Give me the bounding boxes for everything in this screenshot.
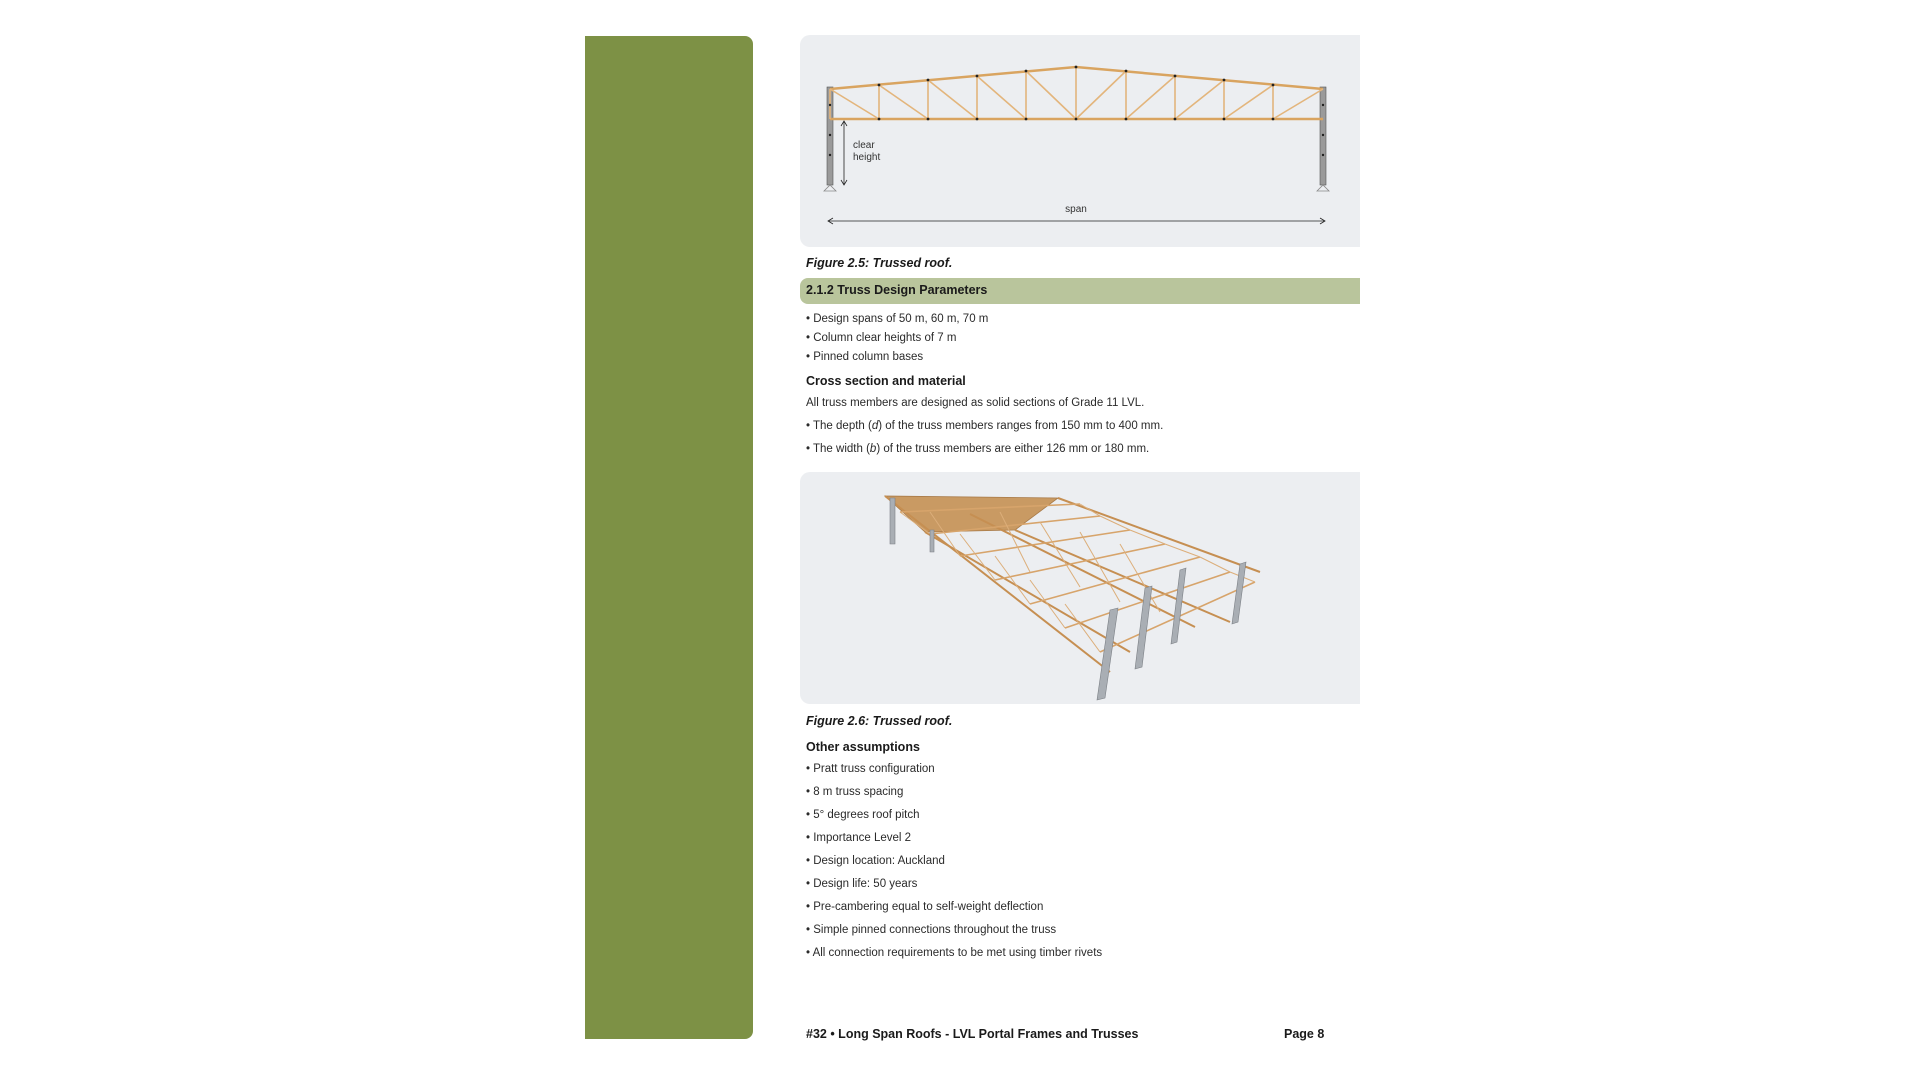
figure-2-6-caption: Figure 2.6: Trussed roof. <box>806 714 953 728</box>
assumption-item: • 5° degrees roof pitch <box>806 809 920 821</box>
figure-trussed-roof-3d <box>800 472 1360 704</box>
span-label: span <box>1065 204 1087 215</box>
assumption-item: • Design location: Auckland <box>806 855 945 867</box>
figure-trussed-roof-elevation <box>800 35 1360 247</box>
clear-height-label-2: height <box>853 152 881 163</box>
truss-elevation-diagram <box>800 35 1360 247</box>
figure-2-5-caption: Figure 2.5: Trussed roof. <box>806 256 953 270</box>
assumption-item: • Pre-cambering equal to self-weight deflection <box>806 901 1044 913</box>
assumption-item: • Pratt truss configuration <box>806 763 935 775</box>
assumption-item: • Simple pinned connections throughout the truss <box>806 924 1057 936</box>
assumption-item: • All connection requirements to be met using timber rivets <box>806 947 1103 959</box>
cross-section-intro: All truss members are designed as solid sections of Grade 11 LVL. <box>806 397 1145 409</box>
design-param-item: • Design spans of 50 m, 60 m, 70 m <box>806 313 989 325</box>
width-text-post: ) of the truss members are either 126 mm or 180 mm. <box>876 443 1150 455</box>
depth-line <box>806 420 1163 432</box>
assumption-item: • 8 m truss spacing <box>806 786 904 798</box>
footer-title: #32 • Long Span Roofs - LVL Portal Frames and Trusses <box>806 1027 1139 1041</box>
section-header-bar <box>800 278 1360 304</box>
width-line <box>806 443 1149 455</box>
width-variable: b <box>869 443 877 455</box>
design-param-item: • Pinned column bases <box>806 351 924 363</box>
sidebar-band <box>585 36 753 1039</box>
cross-section-heading: Cross section and material <box>806 374 966 388</box>
other-assumptions-heading: Other assumptions <box>806 740 920 754</box>
assumption-item: • Design life: 50 years <box>806 878 918 890</box>
clear-height-label-1: clear <box>853 140 875 151</box>
depth-variable: d <box>871 420 879 432</box>
assumption-item: • Importance Level 2 <box>806 832 912 844</box>
left-base <box>824 185 836 191</box>
width-text-pre: • The width ( <box>806 443 870 455</box>
depth-text-post: ) of the truss members ranges from 150 mm to 400 mm. <box>878 420 1164 432</box>
right-base <box>1317 185 1329 191</box>
section-title: 2.1.2 Truss Design Parameters <box>806 283 988 297</box>
page-number: Page 8 <box>1284 1027 1325 1041</box>
page-content <box>800 0 1360 1080</box>
truss-webs <box>830 67 1323 119</box>
design-param-item: • Column clear heights of 7 m <box>806 332 957 344</box>
depth-text-pre: • The depth ( <box>806 420 872 432</box>
truss-3d-illustration <box>800 472 1360 704</box>
